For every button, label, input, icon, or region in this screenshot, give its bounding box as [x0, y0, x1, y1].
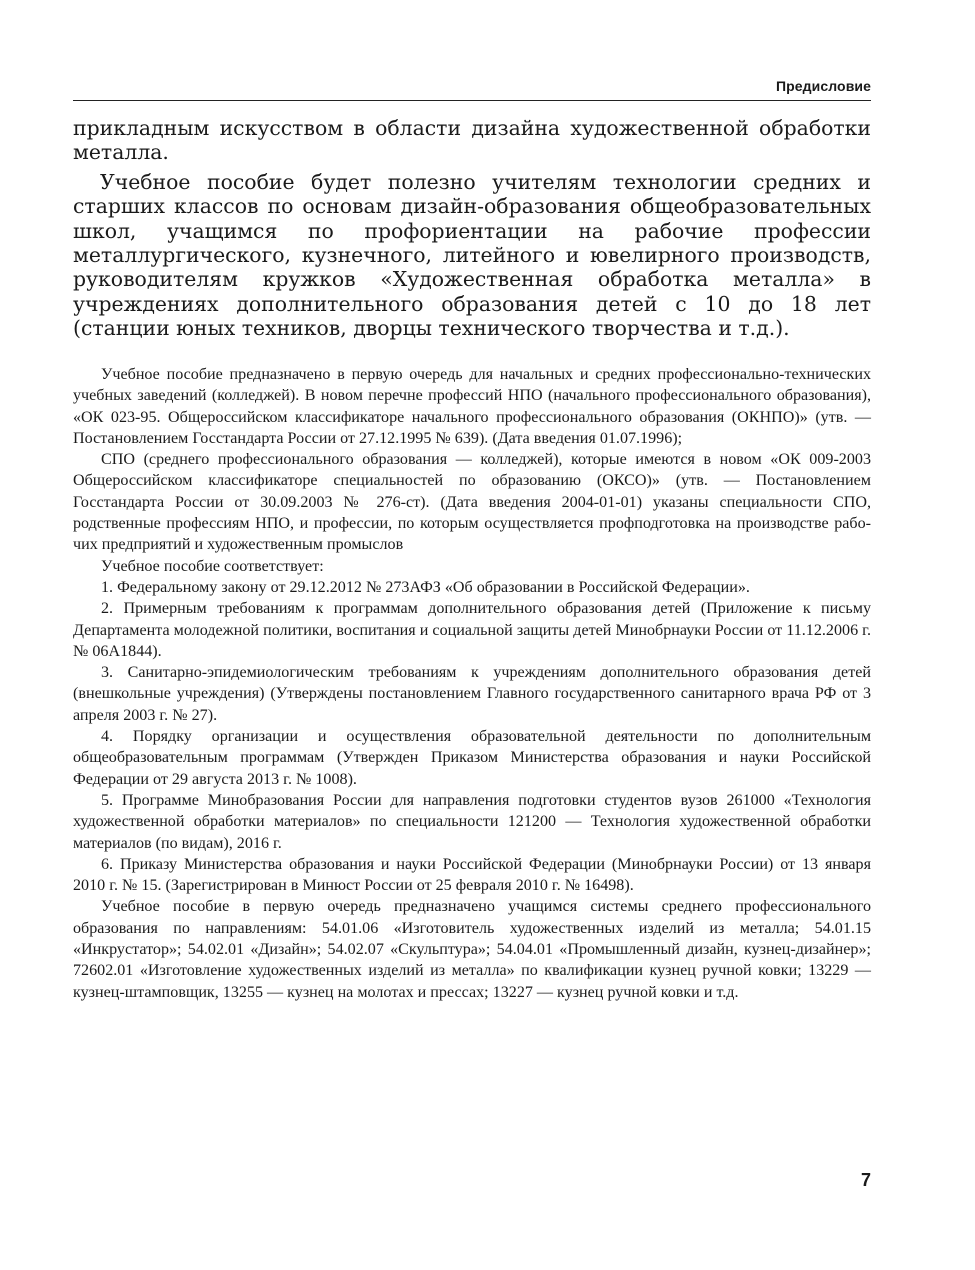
notes-paragraph-3: Учебное пособие соответствует: — [101, 557, 324, 575]
page-number: 7 — [860, 1170, 871, 1190]
lead-paragraph-2: Учебное пособие будет полезно учителям технологии средних и старших классов по основам дизайн-образования общеобразовательных школ, учащимся по профориентации на рабочие профессии металлургического, кузнечного, литейного и ювелирного производств, руководителям кружков «Художественная обработка металла» в учреждениях дополнительного образования детей с 10 до 18 лет (станции юных техников, дворцы технического творчества и т.д.). — [73, 169, 871, 341]
notes-list-item-1: 1. Федеральному закону от 29.12.2012 № 273АФЗ «Об образовании в Российской Федерации». — [101, 578, 750, 596]
notes-block — [73, 364, 871, 1003]
lead-paragraph-1: прикладным искусством в области дизайна художественной обработки металла. — [73, 116, 871, 165]
notes-paragraph-1: Учебное пособие предназначено в первую очередь для начальных и средних профессионально-технических учебных заведений (колледжей). В новом перечне профессий НПО (начального профессионального образования), «ОК 023-95. Общероссийском классификаторе начального профессионального образования (ОКНПО)» (утв. — Постановлением Госстандарта России от 27.12.1995 № 639). (Дата введения 01.07.1996); — [73, 366, 871, 447]
notes-paragraph-last: Учебное пособие в первую очередь предназначено учащимся системы среднего профессионального образования по направлениям: 54.01.06 «Изготовитель художественных изделий из металла; 54.01.15 «Инкрустатор»; 54.02.01 «Дизайн»; 54.02.07 «Скульптура»; 54.04.01 «Промышленный дизайн, кузнец-дизайнер»; 72602.01 «Изготовление художественных изделий из металла» по квалификации кузнец ручной ковки; 13229 — кузнец-штамповщик, 13255 — кузнец на молотах и прессах; 13227 — кузнец ручной ковки и т.д. — [73, 898, 871, 1001]
notes-list-item-2: 2. Примерным требованиям к программам дополнительного образования детей (Приложение к письму Департамента молодежной политики, воспитания и социальной защиты детей Минобрнауки России от 11.12.2006 г. № 06А1844). — [73, 600, 871, 660]
main-text — [73, 116, 871, 341]
notes-list-item-5: 5. Программе Минобразования России для направления подготовки студентов вузов 261000 «Технология художественной обработки материалов» по специальности 121200 — Технология художественной обработки материалов (по видам), 2016 г. — [73, 791, 871, 852]
notes-list-item-4: 4. Порядку организации и осуществления образовательной деятельности по дополнительным общеобразовательным программам (Утвержден Приказом Министерства образования и науки Российской Федерации от 29 августа 2013 г. № 1008). — [73, 728, 871, 788]
header-rule — [73, 100, 871, 101]
running-title: Предисловие — [775, 78, 871, 94]
notes-list-item-3: 3. Санитарно-эпидемиологическим требованиям к учреждениям дополнительного образования детей (внешкольные учреждения) (Утверждены постановлением Главного государственного санитарного врача РФ от 3 апреля 2003 г. № 27). — [73, 664, 871, 724]
document-page — [73, 0, 871, 1270]
notes-paragraph-2: СПО (среднего профессионального образования — колледжей), которые имеются в новом «ОК 009-2003 Общероссийском классификаторе специальностей по образованию (ОКСО)» (утв. — Постановлением Госстандарта России от 30.09.2003 № 276-ст). (Дата введения 2004-01-01) указаны специальности СПО, родственные профессиям НПО, и профессии, по которым осуществляется профподготовка на производстве рабочих предприятий и художественным промыслов — [73, 451, 871, 554]
notes-list-item-6: 6. Приказу Министерства образования и науки Российской Федерации (Минобрнауки России) от 13 января 2010 г. № 15. (Зарегистрирован в Минюст России от 25 февраля 2010 г. № 16498). — [73, 855, 871, 895]
